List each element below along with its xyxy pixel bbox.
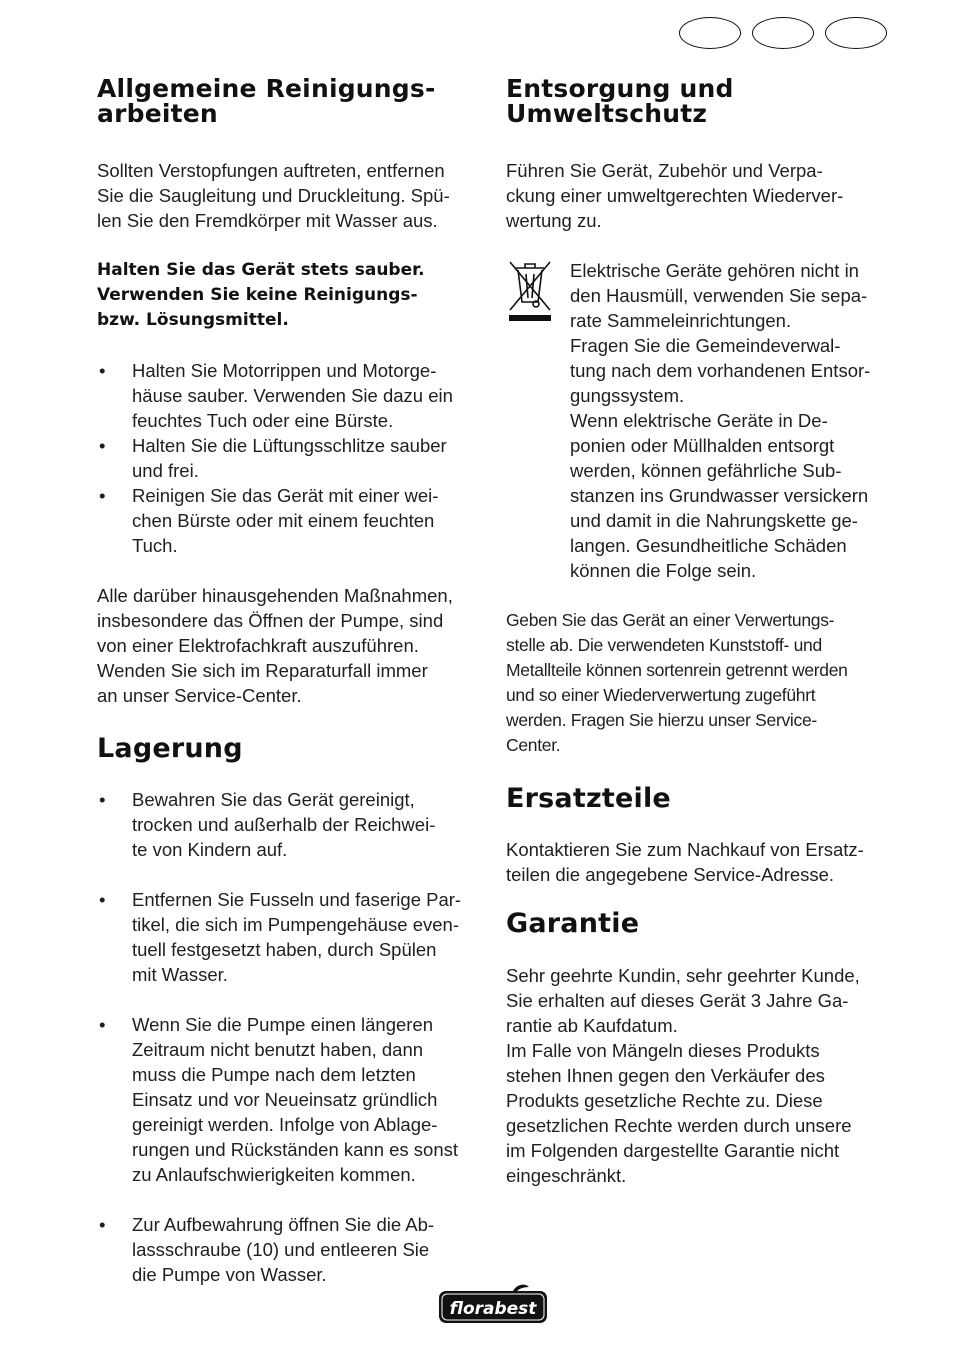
left-column: [97, 76, 482, 1287]
list-item: • Bewahren Sie das Gerät gereinigt, trocken und außerhalb der Reichwei- te von Kindern auf.: [97, 787, 482, 862]
right-column: [506, 76, 896, 1188]
list-item: • Entfernen Sie Fusseln und faserige Par- tikel, die sich im Pumpengehäuse even- tuell festgesetzt haben, durch Spülen mit Wasser.: [97, 887, 482, 987]
list-item: • Halten Sie die Lüftungsschlitze sauber und frei.: [97, 433, 482, 483]
disposal-intro: Führen Sie Gerät, Zubehör und Verpa- ckung einer umweltgerechten Wiederver- wertung zu.: [506, 160, 844, 231]
list-item: • Halten Sie Motorrippen und Motorge- häuse sauber. Verwenden Sie dazu ein feuchtes Tuch oder eine Bürste.: [97, 358, 482, 433]
heading-spare-parts: Ersatzteile: [506, 783, 671, 814]
spare-parts-text: Kontaktieren Sie zum Nachkauf von Ersatz- teilen die angegebene Service-Adresse.: [506, 839, 864, 885]
disposal-text: Elektrische Geräte gehören nicht in den Hausmüll, verwenden Sie sepa- rate Sammeleinrichtungen. Fragen Sie die Gemeindeverwal- tung nach dem vorhandenen Entsor- gungssystem. Wenn elektrische Geräte in De- ponien oder Müllhalden entsorgt werden, können gefährliche Sub- stanzen ins Grundwasser versickern und damit in die Nahrungskette ge- langen. Gesundheitliche Schäden können die Folge sein.: [570, 260, 871, 581]
disposal-block: [506, 258, 896, 583]
list-item: • Reinigen Sie das Gerät mit einer wei- chen Bürste oder mit einem feuchten Tuch.: [97, 483, 482, 558]
language-oval-2: [752, 17, 814, 49]
heading-warranty: Garantie: [506, 908, 640, 939]
warranty-text: Sehr geehrte Kundin, sehr geehrter Kunde, Sie erhalten auf dieses Gerät 3 Jahre Ga- rantie ab Kaufdatum. Im Falle von Mängeln dieses Produkts stehen Ihnen gegen den Verkäufer des Produkts gesetzliche Rechte zu. Diese gesetzlichen Rechte werden durch unsere im Folgenden dargestellte Garantie nicht eingeschränkt.: [506, 965, 860, 1186]
heading-storage: Lagerung: [97, 733, 243, 764]
list-item: • Wenn Sie die Pumpe einen längeren Zeitraum nicht benutzt haben, dann muss die Pumpe nach dem letzten Einsatz und vor Neueinsatz gründlich gereinigt werden. Infolge von Ablage- rungen und Rückständen kann es sonst zu Anlaufschwierigkeiten kommen.: [97, 1012, 482, 1187]
heading-disposal: Entsorgung und Umweltschutz: [506, 74, 734, 128]
crossed-out-bin-icon: [506, 258, 554, 324]
list-item: • Zur Aufbewahrung öffnen Sie die Ab- lassschraube (10) und entleeren Sie die Pumpe von Wasser.: [97, 1212, 482, 1287]
storage-list: [97, 787, 482, 1287]
language-oval-1: [679, 17, 741, 49]
cleaning-warning: Halten Sie das Gerät stets sauber. Verwenden Sie keine Reinigungs- bzw. Lösungsmittel.: [97, 260, 425, 330]
disposal-note: Geben Sie das Gerät an einer Verwertungs- stelle ab. Die verwendeten Kunststoff- und Metallteile können sortenrein getrennt werden und so einer Wiederverwertung zugeführt werden. Fragen Sie hierzu unser Service- Center.: [506, 610, 848, 755]
cleaning-list: [97, 358, 482, 558]
cleaning-note: Alle darüber hinausgehenden Maßnahmen, insbesondere das Öffnen der Pumpe, sind von einer Elektrofachkraft auszuführen. Wenden Sie sich im Reparaturfall immer an unser Service-Center.: [97, 585, 453, 706]
logo-text: florabest: [449, 1299, 537, 1319]
cleaning-intro: Sollten Verstopfungen auftreten, entfernen Sie die Saugleitung und Druckleitung. Spü- len Sie den Fremdkörper mit Wasser aus.: [97, 160, 450, 231]
florabest-logo: [437, 1283, 549, 1327]
language-oval-3: [825, 17, 887, 49]
heading-cleaning: Allgemeine Reinigungs- arbeiten: [97, 74, 436, 128]
